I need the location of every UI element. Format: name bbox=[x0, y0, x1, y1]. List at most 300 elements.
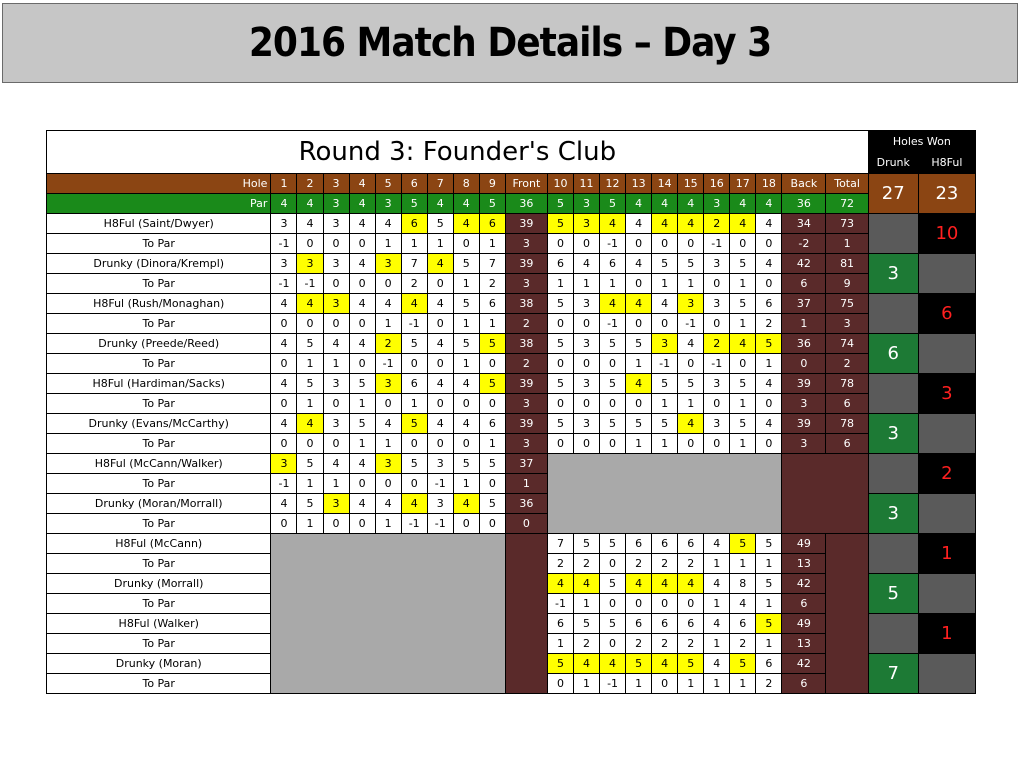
score-cell: 0 bbox=[323, 434, 349, 454]
score-cell: 4 bbox=[704, 654, 730, 674]
score-cell: -1 bbox=[600, 234, 626, 254]
h8ful-holes-won: 6 bbox=[918, 294, 975, 334]
hole-par: 3 bbox=[375, 194, 401, 214]
hole-number: 11 bbox=[573, 174, 599, 194]
score-cell: 0 bbox=[271, 394, 297, 414]
score-cell: 2 bbox=[479, 274, 505, 294]
score-cell: 5 bbox=[479, 334, 505, 354]
score-cell: 3 bbox=[573, 374, 599, 394]
hole-par: 3 bbox=[573, 194, 599, 214]
scorecard-table bbox=[46, 130, 976, 694]
hole-number: 6 bbox=[401, 174, 427, 194]
drunk-won-blank bbox=[868, 454, 918, 494]
back-total: 34 bbox=[782, 214, 826, 234]
score-cell: 4 bbox=[271, 414, 297, 434]
score-cell: 5 bbox=[453, 254, 479, 274]
score-cell: 0 bbox=[756, 434, 782, 454]
score-cell: 3 bbox=[427, 494, 453, 514]
player-name: To Par bbox=[47, 674, 271, 694]
hole-par: 5 bbox=[479, 194, 505, 214]
hole-number: 10 bbox=[547, 174, 573, 194]
score-cell: 1 bbox=[573, 594, 599, 614]
table-row bbox=[47, 274, 976, 294]
score-cell: 4 bbox=[349, 214, 375, 234]
score-cell: 4 bbox=[573, 574, 599, 594]
score-cell: 1 bbox=[704, 554, 730, 574]
front-total: 39 bbox=[505, 414, 547, 434]
score-cell: 0 bbox=[453, 394, 479, 414]
score-cell: 5 bbox=[730, 414, 756, 434]
score-cell: 5 bbox=[600, 534, 626, 554]
score-cell: 0 bbox=[547, 434, 573, 454]
score-cell: 1 bbox=[756, 594, 782, 614]
score-cell: 0 bbox=[401, 354, 427, 374]
score-cell: 5 bbox=[401, 414, 427, 434]
table-row bbox=[47, 354, 976, 374]
hole-label: Hole bbox=[47, 174, 271, 194]
player-name: H8Ful (Hardiman/Sacks) bbox=[47, 374, 271, 394]
drunk-won-blank bbox=[868, 614, 918, 654]
hole-number: Back bbox=[782, 174, 826, 194]
score-cell: 4 bbox=[375, 414, 401, 434]
score-cell: 5 bbox=[678, 374, 704, 394]
score-cell: 3 bbox=[427, 454, 453, 474]
score-cell: 4 bbox=[704, 534, 730, 554]
score-cell: -1 bbox=[427, 514, 453, 534]
score-cell: 1 bbox=[297, 394, 323, 414]
score-cell: 3 bbox=[323, 294, 349, 314]
score-cell: 0 bbox=[547, 394, 573, 414]
score-cell: 4 bbox=[730, 214, 756, 234]
player-name: To Par bbox=[47, 594, 271, 614]
score-cell: 4 bbox=[652, 654, 678, 674]
score-cell: -1 bbox=[704, 354, 730, 374]
score-cell: 6 bbox=[678, 614, 704, 634]
score-cell: 0 bbox=[652, 674, 678, 694]
back-total: 37 bbox=[782, 294, 826, 314]
player-name: To Par bbox=[47, 434, 271, 454]
score-cell: 1 bbox=[730, 674, 756, 694]
score-cell: 0 bbox=[678, 354, 704, 374]
score-cell: 4 bbox=[427, 334, 453, 354]
holes-won-drunk-label: Drunk bbox=[868, 152, 918, 174]
score-cell: 0 bbox=[427, 394, 453, 414]
score-cell: 1 bbox=[704, 634, 730, 654]
score-cell: 5 bbox=[652, 414, 678, 434]
score-cell: 4 bbox=[678, 214, 704, 234]
score-cell: 0 bbox=[479, 394, 505, 414]
hole-par: 4 bbox=[756, 194, 782, 214]
score-cell: 1 bbox=[573, 274, 599, 294]
back-total: 0 bbox=[782, 354, 826, 374]
player-name: H8Ful (McCann) bbox=[47, 534, 271, 554]
score-cell: 3 bbox=[652, 334, 678, 354]
round-total: 81 bbox=[826, 254, 868, 274]
hole-number: 9 bbox=[479, 174, 505, 194]
score-cell: 4 bbox=[730, 334, 756, 354]
score-cell: 0 bbox=[401, 434, 427, 454]
score-cell: 5 bbox=[547, 214, 573, 234]
score-cell: 0 bbox=[427, 354, 453, 374]
score-cell: 0 bbox=[349, 474, 375, 494]
front-total: 3 bbox=[505, 394, 547, 414]
score-cell: 5 bbox=[730, 374, 756, 394]
score-cell: 4 bbox=[678, 334, 704, 354]
score-cell: 1 bbox=[756, 554, 782, 574]
score-cell: 1 bbox=[375, 434, 401, 454]
score-cell: 1 bbox=[756, 354, 782, 374]
back-total: 3 bbox=[782, 434, 826, 454]
score-cell: 4 bbox=[271, 334, 297, 354]
score-cell: 1 bbox=[349, 434, 375, 454]
score-cell: 1 bbox=[297, 514, 323, 534]
player-name: Drunky (Morrall) bbox=[47, 574, 271, 594]
player-name: To Par bbox=[47, 514, 271, 534]
score-cell: 4 bbox=[349, 294, 375, 314]
score-cell: 0 bbox=[600, 434, 626, 454]
score-cell: 4 bbox=[323, 454, 349, 474]
hole-par: 4 bbox=[427, 194, 453, 214]
score-cell: 0 bbox=[704, 434, 730, 454]
slide-title: 2016 Match Details – Day 3 bbox=[248, 20, 772, 66]
score-cell: 6 bbox=[652, 534, 678, 554]
score-cell: 5 bbox=[678, 654, 704, 674]
score-cell: 5 bbox=[573, 614, 599, 634]
score-cell: 1 bbox=[730, 394, 756, 414]
hole-number: 3 bbox=[323, 174, 349, 194]
score-cell: 5 bbox=[547, 654, 573, 674]
score-cell: 0 bbox=[271, 314, 297, 334]
hole-par: 36 bbox=[782, 194, 826, 214]
score-cell: 3 bbox=[297, 254, 323, 274]
front-total: 3 bbox=[505, 434, 547, 454]
score-cell: 5 bbox=[547, 334, 573, 354]
score-cell: 1 bbox=[730, 274, 756, 294]
score-cell: 6 bbox=[401, 214, 427, 234]
hole-number: 5 bbox=[375, 174, 401, 194]
score-cell: 4 bbox=[453, 414, 479, 434]
score-cell: -1 bbox=[271, 474, 297, 494]
score-cell: 3 bbox=[323, 414, 349, 434]
back-total: 13 bbox=[782, 554, 826, 574]
score-cell: 1 bbox=[547, 634, 573, 654]
score-cell: 4 bbox=[427, 294, 453, 314]
hole-number: 8 bbox=[453, 174, 479, 194]
h8ful-holes-won: 1 bbox=[918, 534, 975, 574]
score-cell: 5 bbox=[547, 374, 573, 394]
score-cell: 5 bbox=[600, 614, 626, 634]
player-name: To Par bbox=[47, 394, 271, 414]
hole-number: 2 bbox=[297, 174, 323, 194]
player-name: Drunky (Moran/Morrall) bbox=[47, 494, 271, 514]
score-cell: 1 bbox=[479, 314, 505, 334]
score-cell: 4 bbox=[349, 334, 375, 354]
player-name: To Par bbox=[47, 234, 271, 254]
slide-title-bar bbox=[2, 3, 1018, 83]
score-cell: 1 bbox=[704, 594, 730, 614]
h8ful-won-blank bbox=[918, 654, 975, 694]
score-cell: 6 bbox=[479, 294, 505, 314]
hole-par: 4 bbox=[271, 194, 297, 214]
score-cell: 4 bbox=[573, 654, 599, 674]
score-cell: 5 bbox=[573, 534, 599, 554]
score-cell: 0 bbox=[547, 354, 573, 374]
player-name: To Par bbox=[47, 314, 271, 334]
front-total: 2 bbox=[505, 314, 547, 334]
round-total: 6 bbox=[826, 434, 868, 454]
score-cell: 4 bbox=[453, 494, 479, 514]
table-row bbox=[47, 214, 976, 234]
drunk-won-blank bbox=[868, 294, 918, 334]
score-cell: -1 bbox=[375, 354, 401, 374]
score-cell: 5 bbox=[600, 574, 626, 594]
score-cell: 2 bbox=[652, 634, 678, 654]
score-cell: 0 bbox=[271, 354, 297, 374]
score-cell: 0 bbox=[704, 274, 730, 294]
score-cell: 8 bbox=[730, 574, 756, 594]
score-cell: 0 bbox=[401, 474, 427, 494]
score-cell: 5 bbox=[427, 214, 453, 234]
score-cell: 4 bbox=[626, 574, 652, 594]
score-cell: 4 bbox=[756, 414, 782, 434]
score-cell: 4 bbox=[401, 494, 427, 514]
score-cell: -1 bbox=[401, 514, 427, 534]
score-cell: 5 bbox=[297, 374, 323, 394]
score-cell: 3 bbox=[375, 454, 401, 474]
h8ful-holes-won: 1 bbox=[918, 614, 975, 654]
score-cell: 5 bbox=[600, 334, 626, 354]
score-cell: 0 bbox=[678, 594, 704, 614]
score-cell: 4 bbox=[297, 214, 323, 234]
score-cell: 6 bbox=[652, 614, 678, 634]
score-cell: 5 bbox=[600, 374, 626, 394]
score-cell: 1 bbox=[479, 434, 505, 454]
score-cell: 5 bbox=[626, 654, 652, 674]
score-cell: 3 bbox=[678, 294, 704, 314]
round-total: 3 bbox=[826, 314, 868, 334]
back-total: 36 bbox=[782, 334, 826, 354]
score-cell: 6 bbox=[401, 374, 427, 394]
score-cell: 0 bbox=[756, 234, 782, 254]
hole-par: 5 bbox=[547, 194, 573, 214]
score-cell: 0 bbox=[626, 274, 652, 294]
score-cell: 3 bbox=[704, 414, 730, 434]
score-cell: 2 bbox=[573, 554, 599, 574]
player-name: Drunky (Moran) bbox=[47, 654, 271, 674]
score-cell: 0 bbox=[678, 434, 704, 454]
score-cell: 1 bbox=[626, 674, 652, 694]
score-cell: -1 bbox=[678, 314, 704, 334]
hole-number: 15 bbox=[678, 174, 704, 194]
score-cell: 1 bbox=[652, 274, 678, 294]
score-cell: -1 bbox=[600, 674, 626, 694]
score-cell: 7 bbox=[401, 254, 427, 274]
score-cell: 6 bbox=[678, 534, 704, 554]
score-cell: 3 bbox=[375, 254, 401, 274]
score-cell: 1 bbox=[453, 314, 479, 334]
front-total: 38 bbox=[505, 294, 547, 314]
score-cell: -1 bbox=[704, 234, 730, 254]
hole-number: Total bbox=[826, 174, 868, 194]
front-total: 38 bbox=[505, 334, 547, 354]
round-total: 6 bbox=[826, 394, 868, 414]
score-cell: 0 bbox=[573, 354, 599, 374]
back-total: 39 bbox=[782, 374, 826, 394]
score-cell: 5 bbox=[730, 654, 756, 674]
score-cell: 1 bbox=[323, 354, 349, 374]
score-cell: 0 bbox=[573, 434, 599, 454]
scorecard-board bbox=[46, 130, 976, 720]
score-cell: 0 bbox=[573, 234, 599, 254]
score-cell: 1 bbox=[730, 314, 756, 334]
drunk-holes-won: 3 bbox=[868, 494, 918, 534]
score-cell: 4 bbox=[730, 594, 756, 614]
score-cell: -1 bbox=[271, 234, 297, 254]
table-row bbox=[47, 234, 976, 254]
score-cell: 6 bbox=[600, 254, 626, 274]
h8ful-holes-won: 3 bbox=[918, 374, 975, 414]
score-cell: 0 bbox=[323, 274, 349, 294]
score-cell: 0 bbox=[453, 434, 479, 454]
score-cell: 2 bbox=[704, 214, 730, 234]
score-cell: 1 bbox=[401, 394, 427, 414]
back-nine-blank bbox=[547, 454, 781, 534]
score-cell: 0 bbox=[600, 554, 626, 574]
score-cell: 0 bbox=[323, 234, 349, 254]
front-total: 39 bbox=[505, 214, 547, 234]
table-row bbox=[47, 254, 976, 274]
score-cell: 4 bbox=[756, 374, 782, 394]
score-cell: 5 bbox=[297, 494, 323, 514]
holes-won-drunk-total: 27 bbox=[868, 174, 918, 214]
score-cell: 4 bbox=[756, 254, 782, 274]
hole-par: 4 bbox=[349, 194, 375, 214]
score-cell: 1 bbox=[678, 394, 704, 414]
drunk-holes-won: 5 bbox=[868, 574, 918, 614]
score-cell: 5 bbox=[626, 414, 652, 434]
score-cell: 0 bbox=[600, 354, 626, 374]
score-cell: 0 bbox=[453, 234, 479, 254]
score-cell: 6 bbox=[730, 614, 756, 634]
score-cell: 0 bbox=[297, 434, 323, 454]
score-cell: 5 bbox=[756, 574, 782, 594]
player-name: To Par bbox=[47, 274, 271, 294]
score-cell: 0 bbox=[704, 314, 730, 334]
score-cell: 4 bbox=[427, 254, 453, 274]
score-cell: 1 bbox=[626, 354, 652, 374]
back-total: 42 bbox=[782, 254, 826, 274]
score-cell: 0 bbox=[547, 674, 573, 694]
hole-par: 3 bbox=[704, 194, 730, 214]
score-cell: 4 bbox=[652, 574, 678, 594]
back-total: -2 bbox=[782, 234, 826, 254]
hole-number: 1 bbox=[271, 174, 297, 194]
table-row bbox=[47, 434, 976, 454]
score-cell: 2 bbox=[652, 554, 678, 574]
score-cell: 0 bbox=[600, 594, 626, 614]
score-cell: 4 bbox=[323, 334, 349, 354]
drunk-won-blank bbox=[868, 374, 918, 414]
score-cell: 4 bbox=[626, 214, 652, 234]
back-total: 13 bbox=[782, 634, 826, 654]
score-cell: 4 bbox=[547, 574, 573, 594]
round-total: 73 bbox=[826, 214, 868, 234]
score-cell: 2 bbox=[678, 634, 704, 654]
score-cell: 2 bbox=[375, 334, 401, 354]
score-cell: 0 bbox=[375, 394, 401, 414]
score-cell: 2 bbox=[547, 554, 573, 574]
hole-par: 4 bbox=[730, 194, 756, 214]
score-cell: 1 bbox=[573, 674, 599, 694]
back-total: 6 bbox=[782, 674, 826, 694]
total-blank bbox=[826, 534, 868, 694]
score-cell: 1 bbox=[678, 274, 704, 294]
score-cell: 0 bbox=[626, 234, 652, 254]
hole-number: 12 bbox=[600, 174, 626, 194]
score-cell: 5 bbox=[297, 454, 323, 474]
front-total: 39 bbox=[505, 374, 547, 394]
score-cell: 0 bbox=[704, 394, 730, 414]
score-cell: 1 bbox=[323, 474, 349, 494]
score-cell: 4 bbox=[375, 294, 401, 314]
score-cell: 0 bbox=[573, 314, 599, 334]
table-row bbox=[47, 294, 976, 314]
score-cell: 0 bbox=[547, 314, 573, 334]
score-cell: 5 bbox=[453, 294, 479, 314]
score-cell: 0 bbox=[547, 234, 573, 254]
score-cell: 6 bbox=[479, 414, 505, 434]
score-cell: 1 bbox=[652, 434, 678, 454]
score-cell: -1 bbox=[401, 314, 427, 334]
hole-par: 5 bbox=[600, 194, 626, 214]
front-total-blank bbox=[505, 534, 547, 694]
score-cell: 3 bbox=[704, 294, 730, 314]
score-cell: 1 bbox=[730, 434, 756, 454]
score-cell: 6 bbox=[479, 214, 505, 234]
score-cell: 1 bbox=[375, 314, 401, 334]
score-cell: 3 bbox=[573, 214, 599, 234]
score-cell: 4 bbox=[652, 294, 678, 314]
table-row bbox=[47, 334, 976, 354]
score-cell: 1 bbox=[375, 234, 401, 254]
front-total: 3 bbox=[505, 234, 547, 254]
player-name: Drunky (Preede/Reed) bbox=[47, 334, 271, 354]
score-cell: 0 bbox=[349, 354, 375, 374]
back-total: 3 bbox=[782, 394, 826, 414]
score-cell: -1 bbox=[297, 274, 323, 294]
score-cell: 5 bbox=[730, 534, 756, 554]
score-cell: 2 bbox=[401, 274, 427, 294]
score-cell: 1 bbox=[453, 354, 479, 374]
hole-number: 14 bbox=[652, 174, 678, 194]
hole-par: 4 bbox=[453, 194, 479, 214]
h8ful-won-blank bbox=[918, 574, 975, 614]
drunk-holes-won: 3 bbox=[868, 414, 918, 454]
front-total: 3 bbox=[505, 274, 547, 294]
score-cell: 4 bbox=[297, 294, 323, 314]
round-total: 78 bbox=[826, 374, 868, 394]
h8ful-won-blank bbox=[918, 414, 975, 454]
score-cell: 3 bbox=[573, 414, 599, 434]
score-cell: 0 bbox=[427, 314, 453, 334]
score-cell: 5 bbox=[349, 414, 375, 434]
score-cell: 3 bbox=[323, 494, 349, 514]
score-cell: 0 bbox=[756, 274, 782, 294]
score-cell: 0 bbox=[349, 234, 375, 254]
score-cell: 0 bbox=[678, 234, 704, 254]
score-cell: 3 bbox=[573, 334, 599, 354]
score-cell: 0 bbox=[626, 314, 652, 334]
